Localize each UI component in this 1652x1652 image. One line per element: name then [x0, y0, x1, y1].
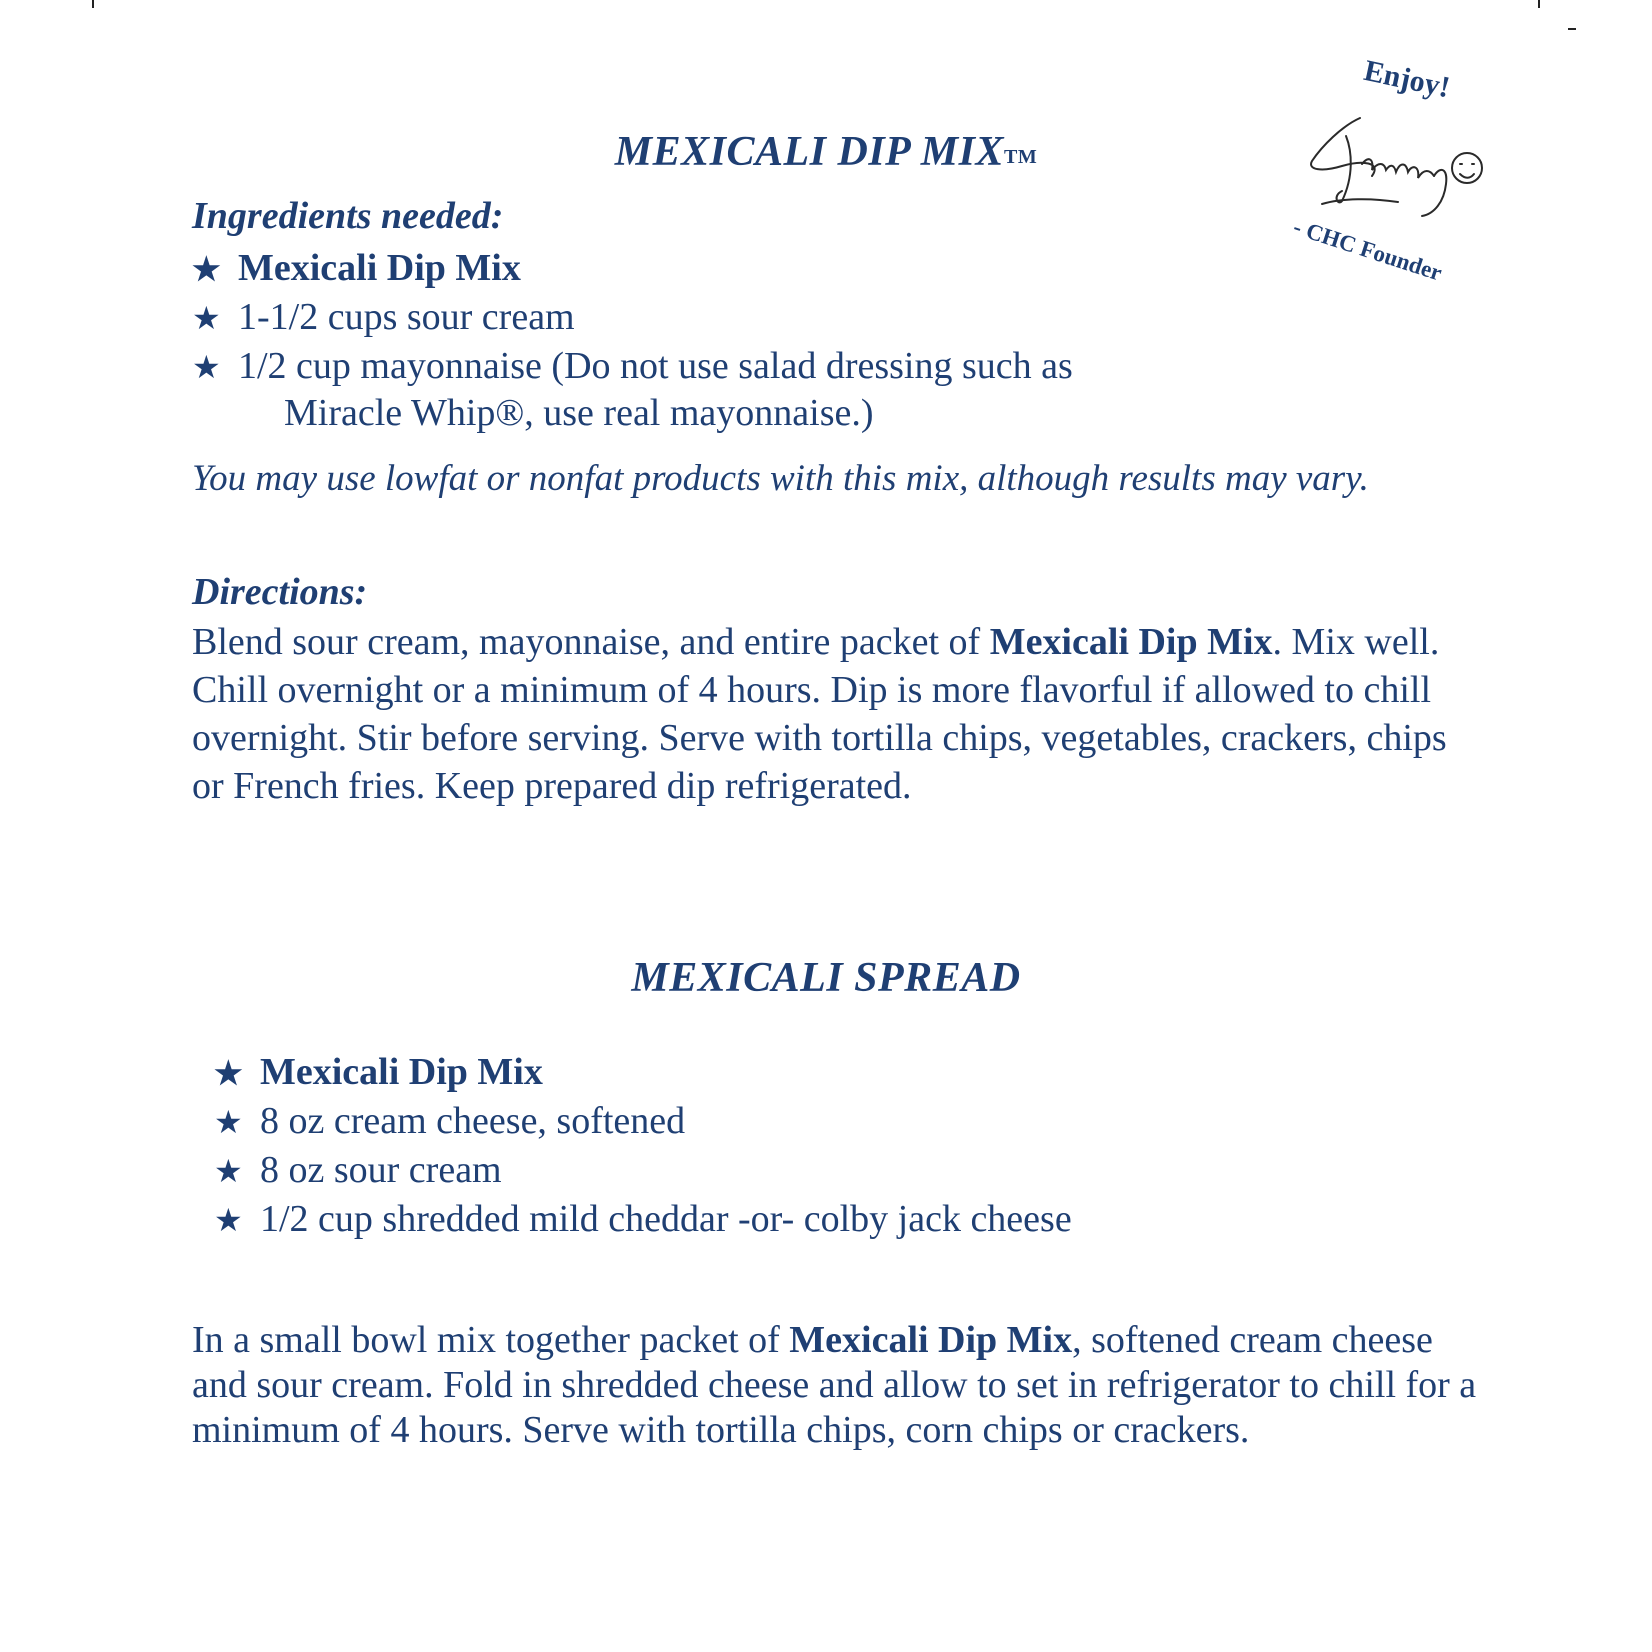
directions-text: Blend sour cream, mayonnaise, and entire packet of	[192, 621, 990, 663]
list-item	[214, 1146, 1072, 1195]
star-icon: ★	[214, 1202, 243, 1238]
recipe1-title	[0, 128, 1652, 176]
directions-text: . Mix well. Chill overnight or a minimum of 4 hours. Dip is more flavorful if allowed to chill overnight. Stir before serving. Serve with tortilla chips, vegetables, crackers, chips or French fries. Keep prepared dip refrigerated.	[192, 621, 1447, 807]
directions-product-name: Mexicali Dip Mix	[989, 621, 1273, 663]
directions-product-name: Mexicali Dip Mix	[789, 1319, 1073, 1361]
star-icon: ★	[214, 1153, 243, 1189]
founder-text: - CHC Founder	[1290, 214, 1446, 286]
list-item	[192, 342, 1073, 435]
crop-mark-top-left	[92, 0, 94, 8]
recipe2-title: MEXICALI SPREAD	[631, 955, 1021, 1001]
recipe2-directions	[192, 1318, 1482, 1453]
ingredient-text: 1/2 cup mayonnaise (Do not use salad dressing such as	[238, 345, 1073, 387]
list-item	[214, 1048, 1072, 1097]
list-item	[214, 1097, 1072, 1146]
ingredient-text: 1/2 cup shredded mild cheddar -or- colby jack cheese	[260, 1198, 1072, 1240]
star-icon: ★	[192, 251, 221, 287]
ingredient-text: Mexicali Dip Mix	[260, 1051, 543, 1093]
crop-mark-top-right	[1538, 0, 1540, 8]
list-item	[214, 1195, 1072, 1244]
star-icon: ★	[192, 300, 221, 336]
star-icon: ★	[214, 1104, 243, 1140]
star-icon: ★	[192, 349, 221, 385]
ingredient-continuation: Miracle Whip®, use real mayonnaise.)	[284, 392, 874, 434]
recipe1-title-text: MEXICALI DIP MIX	[614, 129, 1004, 175]
directions-text: , softened cream cheese and sour cream. Fold in shredded cheese and allow to set in refrigerator to chill for a minimum of 4 hours. Serve with tortilla chips, corn chips or crackers.	[192, 1319, 1477, 1451]
directions-text: In a small bowl mix together packet of	[192, 1319, 790, 1361]
directions-heading: Directions:	[192, 571, 368, 613]
ingredient-text: 8 oz cream cheese, softened	[260, 1100, 686, 1142]
ingredient-text: 1-1/2 cups sour cream	[238, 296, 575, 338]
ingredient-text: Mexicali Dip Mix	[238, 247, 521, 289]
recipe1-ingredient-list	[192, 244, 1073, 435]
ingredient-text: 8 oz sour cream	[260, 1149, 502, 1191]
enjoy-text: Enjoy!	[1361, 54, 1453, 105]
star-icon: ★	[214, 1055, 243, 1091]
recipe1-directions	[192, 618, 1482, 810]
ingredients-heading: Ingredients needed:	[192, 195, 504, 237]
list-item	[192, 244, 1073, 293]
crop-mark-right	[1568, 28, 1576, 30]
recipe2-ingredient-list	[214, 1048, 1072, 1244]
list-item	[192, 293, 1073, 342]
trademark-mark: TM	[1004, 146, 1038, 168]
lowfat-note: You may use lowfat or nonfat products with this mix, although results may vary.	[192, 458, 1369, 499]
